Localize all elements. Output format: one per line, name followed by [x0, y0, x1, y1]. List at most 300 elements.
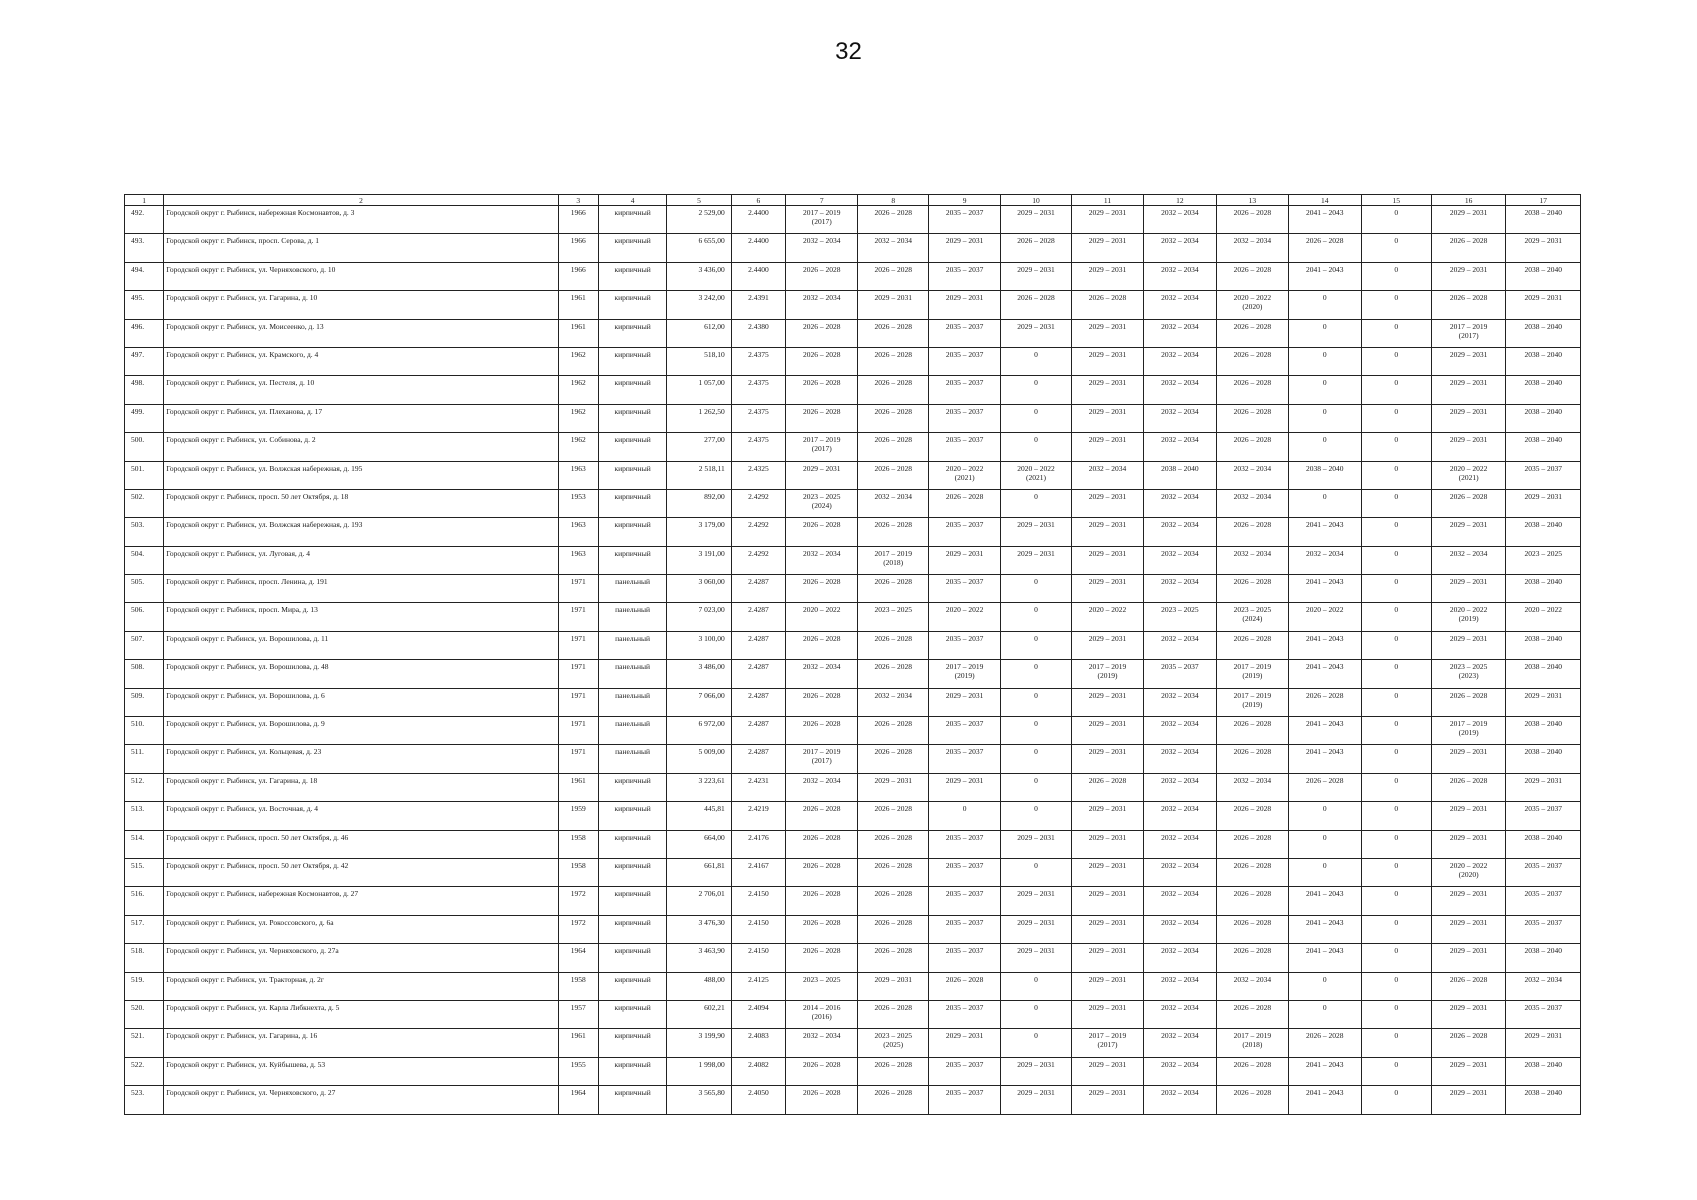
index-cell: 2.4380: [731, 319, 785, 347]
period-cell: 2026 – 2028: [858, 802, 928, 830]
period-cell: 2038 – 2040: [1506, 944, 1581, 972]
year-cell: 1958: [558, 830, 598, 858]
period-cell: 2023 – 2025: [1506, 546, 1581, 574]
year-cell: 1962: [558, 404, 598, 432]
period-cell: 2029 – 2031: [1071, 234, 1143, 262]
period-cell: 2026 – 2028: [1216, 887, 1288, 915]
period-cell: 0: [1001, 773, 1071, 801]
year-cell: 1961: [558, 291, 598, 319]
period-cell: 2026 – 2028: [786, 347, 858, 375]
period-cell: 2026 – 2028: [858, 575, 928, 603]
period-cell: 2029 – 2031: [1071, 575, 1143, 603]
period-cell: 2020 – 2022 (2021): [1001, 461, 1071, 489]
wall-material-cell: кирпичный: [598, 1000, 666, 1028]
address-cell: Городской округ г. Рыбинск, ул. Гагарина, д. 18: [164, 773, 558, 801]
index-cell: 2.4400: [731, 262, 785, 290]
period-cell: 2032 – 2034: [1216, 234, 1288, 262]
index-cell: 2.4292: [731, 489, 785, 517]
period-cell: 2026 – 2028: [1216, 575, 1288, 603]
period-cell: 2026 – 2028: [786, 631, 858, 659]
period-cell: 2026 – 2028: [1216, 717, 1288, 745]
period-cell: 2032 – 2034: [858, 688, 928, 716]
period-cell: 2029 – 2031: [1071, 206, 1143, 234]
row-number-cell: 510.: [125, 717, 164, 745]
column-header: 13: [1216, 195, 1288, 206]
year-cell: 1971: [558, 603, 598, 631]
index-cell: 2.4375: [731, 376, 785, 404]
table-row: [125, 546, 1581, 574]
table-row: [125, 858, 1581, 886]
period-cell: 2026 – 2028: [786, 1086, 858, 1114]
period-cell: 2032 – 2034: [786, 234, 858, 262]
period-cell: 2020 – 2022 (2021): [928, 461, 1000, 489]
period-cell: 0: [1001, 433, 1071, 461]
wall-material-cell: кирпичный: [598, 1029, 666, 1057]
row-number-cell: 505.: [125, 575, 164, 603]
index-cell: 2.4287: [731, 688, 785, 716]
period-cell: 0: [1001, 489, 1071, 517]
period-cell: 0: [1289, 489, 1361, 517]
wall-material-cell: кирпичный: [598, 433, 666, 461]
period-cell: 2041 – 2043: [1289, 518, 1361, 546]
period-cell: 2026 – 2028: [786, 518, 858, 546]
address-cell: Городской округ г. Рыбинск, ул. Черняховского, д. 27: [164, 1086, 558, 1114]
period-cell: 2017 – 2019 (2017): [786, 745, 858, 773]
area-cell: 3 436,00: [667, 262, 731, 290]
period-cell: 2029 – 2031: [1071, 887, 1143, 915]
register-table-container: [124, 194, 1581, 1115]
year-cell: 1971: [558, 745, 598, 773]
period-cell: 2032 – 2034: [1431, 546, 1505, 574]
period-cell: 2032 – 2034: [786, 1029, 858, 1057]
period-cell: 2020 – 2022: [1289, 603, 1361, 631]
period-cell: 2035 – 2037: [928, 1000, 1000, 1028]
period-cell: 2026 – 2028: [858, 944, 928, 972]
area-cell: 6 972,00: [667, 717, 731, 745]
period-cell: 0: [1289, 433, 1361, 461]
period-cell: 2020 – 2022 (2021): [1431, 461, 1505, 489]
address-cell: Городской округ г. Рыбинск, ул. Волжская набережная, д. 195: [164, 461, 558, 489]
area-cell: 2 706,01: [667, 887, 731, 915]
period-cell: 2032 – 2034: [1144, 745, 1216, 773]
column-header: 14: [1289, 195, 1361, 206]
period-cell: 2038 – 2040: [1506, 1057, 1581, 1085]
period-cell: 2026 – 2028: [858, 347, 928, 375]
year-cell: 1971: [558, 717, 598, 745]
row-number-cell: 518.: [125, 944, 164, 972]
period-cell: 2029 – 2031: [1431, 802, 1505, 830]
period-cell: 2035 – 2037: [928, 830, 1000, 858]
address-cell: Городской округ г. Рыбинск, просп. Ленина, д. 191: [164, 575, 558, 603]
row-number-cell: 512.: [125, 773, 164, 801]
period-cell: 2026 – 2028: [1216, 518, 1288, 546]
period-cell: 2035 – 2037: [928, 347, 1000, 375]
row-number-cell: 519.: [125, 972, 164, 1000]
period-cell: 0: [1361, 660, 1431, 688]
period-cell: 2026 – 2028: [1431, 688, 1505, 716]
row-number-cell: 521.: [125, 1029, 164, 1057]
index-cell: 2.4391: [731, 291, 785, 319]
period-cell: 0: [1001, 1029, 1071, 1057]
year-cell: 1963: [558, 518, 598, 546]
period-cell: 2029 – 2031: [1001, 518, 1071, 546]
table-row: [125, 802, 1581, 830]
period-cell: 2029 – 2031: [928, 688, 1000, 716]
period-cell: 2026 – 2028: [786, 802, 858, 830]
period-cell: 2032 – 2034: [1144, 773, 1216, 801]
period-cell: 2038 – 2040: [1506, 206, 1581, 234]
table-row: [125, 1029, 1581, 1057]
year-cell: 1963: [558, 546, 598, 574]
wall-material-cell: кирпичный: [598, 461, 666, 489]
period-cell: 0: [1001, 717, 1071, 745]
column-header: 15: [1361, 195, 1431, 206]
period-cell: 2026 – 2028: [786, 1057, 858, 1085]
area-cell: 518,10: [667, 347, 731, 375]
period-cell: 2032 – 2034: [1144, 518, 1216, 546]
period-cell: 0: [1361, 546, 1431, 574]
index-cell: 2.4150: [731, 944, 785, 972]
address-cell: Городской округ г. Рыбинск, ул. Черняховского, д. 10: [164, 262, 558, 290]
period-cell: 2026 – 2028: [1071, 291, 1143, 319]
period-cell: 2041 – 2043: [1289, 944, 1361, 972]
table-row: [125, 518, 1581, 546]
period-cell: 0: [1361, 291, 1431, 319]
period-cell: 2035 – 2037: [928, 944, 1000, 972]
period-cell: 2026 – 2028: [1001, 234, 1071, 262]
address-cell: Городской округ г. Рыбинск, набережная Космонавтов, д. 27: [164, 887, 558, 915]
period-cell: 2026 – 2028: [1071, 773, 1143, 801]
year-cell: 1961: [558, 1029, 598, 1057]
wall-material-cell: кирпичный: [598, 546, 666, 574]
period-cell: 2029 – 2031: [1071, 404, 1143, 432]
period-cell: 2041 – 2043: [1289, 717, 1361, 745]
period-cell: 2029 – 2031: [1071, 347, 1143, 375]
period-cell: 0: [1001, 802, 1071, 830]
period-cell: 2029 – 2031: [1431, 830, 1505, 858]
period-cell: 2032 – 2034: [1071, 461, 1143, 489]
column-header: 5: [667, 195, 731, 206]
period-cell: 2026 – 2028: [1216, 433, 1288, 461]
period-cell: 2026 – 2028: [1216, 802, 1288, 830]
area-cell: 664,00: [667, 830, 731, 858]
period-cell: 2038 – 2040: [1506, 830, 1581, 858]
index-cell: 2.4400: [731, 234, 785, 262]
period-cell: 2029 – 2031: [1431, 206, 1505, 234]
period-cell: 0: [1289, 291, 1361, 319]
period-cell: 2026 – 2028: [1431, 291, 1505, 319]
index-cell: 2.4287: [731, 745, 785, 773]
period-cell: 2020 – 2022: [786, 603, 858, 631]
period-cell: 2035 – 2037: [1506, 461, 1581, 489]
period-cell: 2026 – 2028: [858, 717, 928, 745]
period-cell: 2029 – 2031: [1431, 575, 1505, 603]
period-cell: 0: [1361, 688, 1431, 716]
row-number-cell: 498.: [125, 376, 164, 404]
period-cell: 2026 – 2028: [858, 319, 928, 347]
period-cell: 2029 – 2031: [928, 773, 1000, 801]
period-cell: 2026 – 2028: [786, 830, 858, 858]
period-cell: 2026 – 2028: [858, 206, 928, 234]
period-cell: 2029 – 2031: [1431, 631, 1505, 659]
row-number-cell: 520.: [125, 1000, 164, 1028]
year-cell: 1972: [558, 915, 598, 943]
period-cell: 2038 – 2040: [1506, 262, 1581, 290]
period-cell: 2032 – 2034: [1144, 291, 1216, 319]
column-header: 9: [928, 195, 1000, 206]
period-cell: 2029 – 2031: [1431, 1000, 1505, 1028]
period-cell: 2029 – 2031: [1071, 376, 1143, 404]
period-cell: 2017 – 2019 (2017): [786, 206, 858, 234]
index-cell: 2.4287: [731, 631, 785, 659]
wall-material-cell: кирпичный: [598, 518, 666, 546]
period-cell: 2026 – 2028: [1216, 1086, 1288, 1114]
period-cell: 2038 – 2040: [1506, 1086, 1581, 1114]
period-cell: 0: [1361, 206, 1431, 234]
address-cell: Городской округ г. Рыбинск, просп. 50 лет Октября, д. 42: [164, 858, 558, 886]
period-cell: 2035 – 2037: [928, 717, 1000, 745]
period-cell: 0: [1361, 745, 1431, 773]
area-cell: 3 060,00: [667, 575, 731, 603]
wall-material-cell: кирпичный: [598, 291, 666, 319]
period-cell: 2029 – 2031: [1001, 830, 1071, 858]
period-cell: 2035 – 2037: [928, 575, 1000, 603]
period-cell: 0: [1001, 376, 1071, 404]
table-row: [125, 319, 1581, 347]
row-number-cell: 506.: [125, 603, 164, 631]
area-cell: 277,00: [667, 433, 731, 461]
area-cell: 445,81: [667, 802, 731, 830]
wall-material-cell: кирпичный: [598, 1086, 666, 1114]
period-cell: 2026 – 2028: [1216, 347, 1288, 375]
period-cell: 0: [1361, 631, 1431, 659]
period-cell: 2026 – 2028: [1431, 773, 1505, 801]
period-cell: 2026 – 2028: [858, 518, 928, 546]
wall-material-cell: кирпичный: [598, 944, 666, 972]
index-cell: 2.4287: [731, 660, 785, 688]
row-number-cell: 511.: [125, 745, 164, 773]
period-cell: 2035 – 2037: [1506, 887, 1581, 915]
area-cell: 3 486,00: [667, 660, 731, 688]
period-cell: 2017 – 2019 (2019): [1071, 660, 1143, 688]
address-cell: Городской округ г. Рыбинск, ул. Плеханова, д. 17: [164, 404, 558, 432]
table-row: [125, 291, 1581, 319]
table-row: [125, 688, 1581, 716]
area-cell: 602,21: [667, 1000, 731, 1028]
period-cell: 2035 – 2037: [928, 262, 1000, 290]
wall-material-cell: панельный: [598, 688, 666, 716]
wall-material-cell: кирпичный: [598, 830, 666, 858]
area-cell: 892,00: [667, 489, 731, 517]
period-cell: 2038 – 2040: [1506, 717, 1581, 745]
table-row: [125, 376, 1581, 404]
period-cell: 0: [1361, 915, 1431, 943]
period-cell: 2029 – 2031: [1506, 773, 1581, 801]
index-cell: 2.4292: [731, 546, 785, 574]
address-cell: Городской округ г. Рыбинск, ул. Рокоссовского, д. 6а: [164, 915, 558, 943]
year-cell: 1955: [558, 1057, 598, 1085]
period-cell: 2017 – 2019 (2017): [1071, 1029, 1143, 1057]
period-cell: 0: [1361, 1057, 1431, 1085]
wall-material-cell: кирпичный: [598, 206, 666, 234]
period-cell: 2029 – 2031: [1071, 915, 1143, 943]
period-cell: 2026 – 2028: [786, 319, 858, 347]
address-cell: Городской округ г. Рыбинск, ул. Собинова, д. 2: [164, 433, 558, 461]
period-cell: 2035 – 2037: [1506, 858, 1581, 886]
address-cell: Городской округ г. Рыбинск, ул. Гагарина, д. 16: [164, 1029, 558, 1057]
period-cell: 2032 – 2034: [1216, 489, 1288, 517]
period-cell: 2032 – 2034: [1144, 546, 1216, 574]
row-number-cell: 508.: [125, 660, 164, 688]
period-cell: 0: [1361, 404, 1431, 432]
area-cell: 3 476,30: [667, 915, 731, 943]
period-cell: 2032 – 2034: [1144, 1086, 1216, 1114]
period-cell: 2029 – 2031: [1071, 830, 1143, 858]
period-cell: 0: [1361, 518, 1431, 546]
period-cell: 0: [1289, 830, 1361, 858]
period-cell: 2026 – 2028: [858, 887, 928, 915]
period-cell: 0: [1001, 575, 1071, 603]
period-cell: 2017 – 2019 (2017): [786, 433, 858, 461]
period-cell: 0: [1289, 802, 1361, 830]
period-cell: 0: [1361, 717, 1431, 745]
period-cell: 2032 – 2034: [1144, 915, 1216, 943]
period-cell: 2032 – 2034: [1144, 802, 1216, 830]
year-cell: 1959: [558, 802, 598, 830]
table-row: [125, 461, 1581, 489]
wall-material-cell: кирпичный: [598, 858, 666, 886]
row-number-cell: 523.: [125, 1086, 164, 1114]
period-cell: 2038 – 2040: [1506, 518, 1581, 546]
table-row: [125, 631, 1581, 659]
period-cell: 2026 – 2028: [786, 944, 858, 972]
index-cell: 2.4287: [731, 717, 785, 745]
column-header: 16: [1431, 195, 1505, 206]
period-cell: 0: [1361, 575, 1431, 603]
period-cell: 0: [1361, 376, 1431, 404]
area-cell: 7 066,00: [667, 688, 731, 716]
period-cell: 2029 – 2031: [1431, 1057, 1505, 1085]
wall-material-cell: кирпичный: [598, 802, 666, 830]
table-row: [125, 347, 1581, 375]
wall-material-cell: кирпичный: [598, 972, 666, 1000]
table-body: [125, 206, 1581, 1115]
period-cell: 0: [1289, 404, 1361, 432]
period-cell: 2026 – 2028: [1216, 1000, 1288, 1028]
row-number-cell: 513.: [125, 802, 164, 830]
column-header: 17: [1506, 195, 1581, 206]
index-cell: 2.4292: [731, 518, 785, 546]
period-cell: 2026 – 2028: [786, 858, 858, 886]
column-header: 1: [125, 195, 164, 206]
period-cell: 2026 – 2028: [786, 404, 858, 432]
year-cell: 1963: [558, 461, 598, 489]
year-cell: 1961: [558, 319, 598, 347]
period-cell: 2026 – 2028: [1216, 830, 1288, 858]
table-row: [125, 262, 1581, 290]
period-cell: 2026 – 2028: [1289, 773, 1361, 801]
year-cell: 1971: [558, 575, 598, 603]
index-cell: 2.4150: [731, 887, 785, 915]
period-cell: 2029 – 2031: [1071, 972, 1143, 1000]
year-cell: 1953: [558, 489, 598, 517]
period-cell: 2041 – 2043: [1289, 1086, 1361, 1114]
period-cell: 0: [1361, 1000, 1431, 1028]
period-cell: 2026 – 2028: [1001, 291, 1071, 319]
table-row: [125, 1086, 1581, 1114]
period-cell: 2029 – 2031: [1071, 1000, 1143, 1028]
period-cell: 2023 – 2025: [1144, 603, 1216, 631]
index-cell: 2.4375: [731, 433, 785, 461]
area-cell: 661,81: [667, 858, 731, 886]
index-cell: 2.4400: [731, 206, 785, 234]
period-cell: 2029 – 2031: [1071, 631, 1143, 659]
period-cell: 2017 – 2019 (2018): [858, 546, 928, 574]
year-cell: 1962: [558, 433, 598, 461]
period-cell: 2023 – 2025 (2023): [1431, 660, 1505, 688]
period-cell: 2026 – 2028: [786, 575, 858, 603]
table-row: [125, 745, 1581, 773]
period-cell: 2020 – 2022: [1506, 603, 1581, 631]
area-cell: 3 223,61: [667, 773, 731, 801]
period-cell: 2032 – 2034: [1144, 234, 1216, 262]
period-cell: 2029 – 2031: [1071, 518, 1143, 546]
period-cell: 2032 – 2034: [1216, 461, 1288, 489]
period-cell: 2023 – 2025: [858, 603, 928, 631]
period-cell: 2035 – 2037: [928, 858, 1000, 886]
year-cell: 1964: [558, 944, 598, 972]
year-cell: 1971: [558, 688, 598, 716]
period-cell: 2038 – 2040: [1506, 575, 1581, 603]
address-cell: Городской округ г. Рыбинск, ул. Куйбышева, д. 53: [164, 1057, 558, 1085]
period-cell: 2029 – 2031: [928, 234, 1000, 262]
period-cell: 2032 – 2034: [1216, 546, 1288, 574]
period-cell: 2029 – 2031: [1506, 1029, 1581, 1057]
period-cell: 2023 – 2025 (2024): [1216, 603, 1288, 631]
period-cell: 2029 – 2031: [1001, 319, 1071, 347]
year-cell: 1971: [558, 631, 598, 659]
table-row: [125, 1000, 1581, 1028]
table-row: [125, 234, 1581, 262]
period-cell: 2032 – 2034: [1144, 972, 1216, 1000]
period-cell: 2023 – 2025 (2024): [786, 489, 858, 517]
index-cell: 2.4219: [731, 802, 785, 830]
period-cell: 2026 – 2028: [786, 717, 858, 745]
period-cell: 2029 – 2031: [1506, 688, 1581, 716]
period-cell: 2026 – 2028: [1216, 745, 1288, 773]
period-cell: 2026 – 2028: [858, 1086, 928, 1114]
period-cell: 2038 – 2040: [1506, 376, 1581, 404]
row-number-cell: 495.: [125, 291, 164, 319]
period-cell: 0: [1361, 262, 1431, 290]
year-cell: 1966: [558, 234, 598, 262]
page-number: 32: [835, 38, 862, 65]
row-number-cell: 497.: [125, 347, 164, 375]
address-cell: Городской округ г. Рыбинск, набережная Космонавтов, д. 3: [164, 206, 558, 234]
period-cell: 2026 – 2028: [858, 376, 928, 404]
wall-material-cell: кирпичный: [598, 887, 666, 915]
period-cell: 2020 – 2022: [1071, 603, 1143, 631]
row-number-cell: 522.: [125, 1057, 164, 1085]
year-cell: 1972: [558, 887, 598, 915]
period-cell: 2041 – 2043: [1289, 631, 1361, 659]
row-number-cell: 501.: [125, 461, 164, 489]
period-cell: 2032 – 2034: [1144, 262, 1216, 290]
table-row: [125, 972, 1581, 1000]
column-header: 3: [558, 195, 598, 206]
period-cell: 2026 – 2028: [1431, 1029, 1505, 1057]
period-cell: 2041 – 2043: [1289, 206, 1361, 234]
